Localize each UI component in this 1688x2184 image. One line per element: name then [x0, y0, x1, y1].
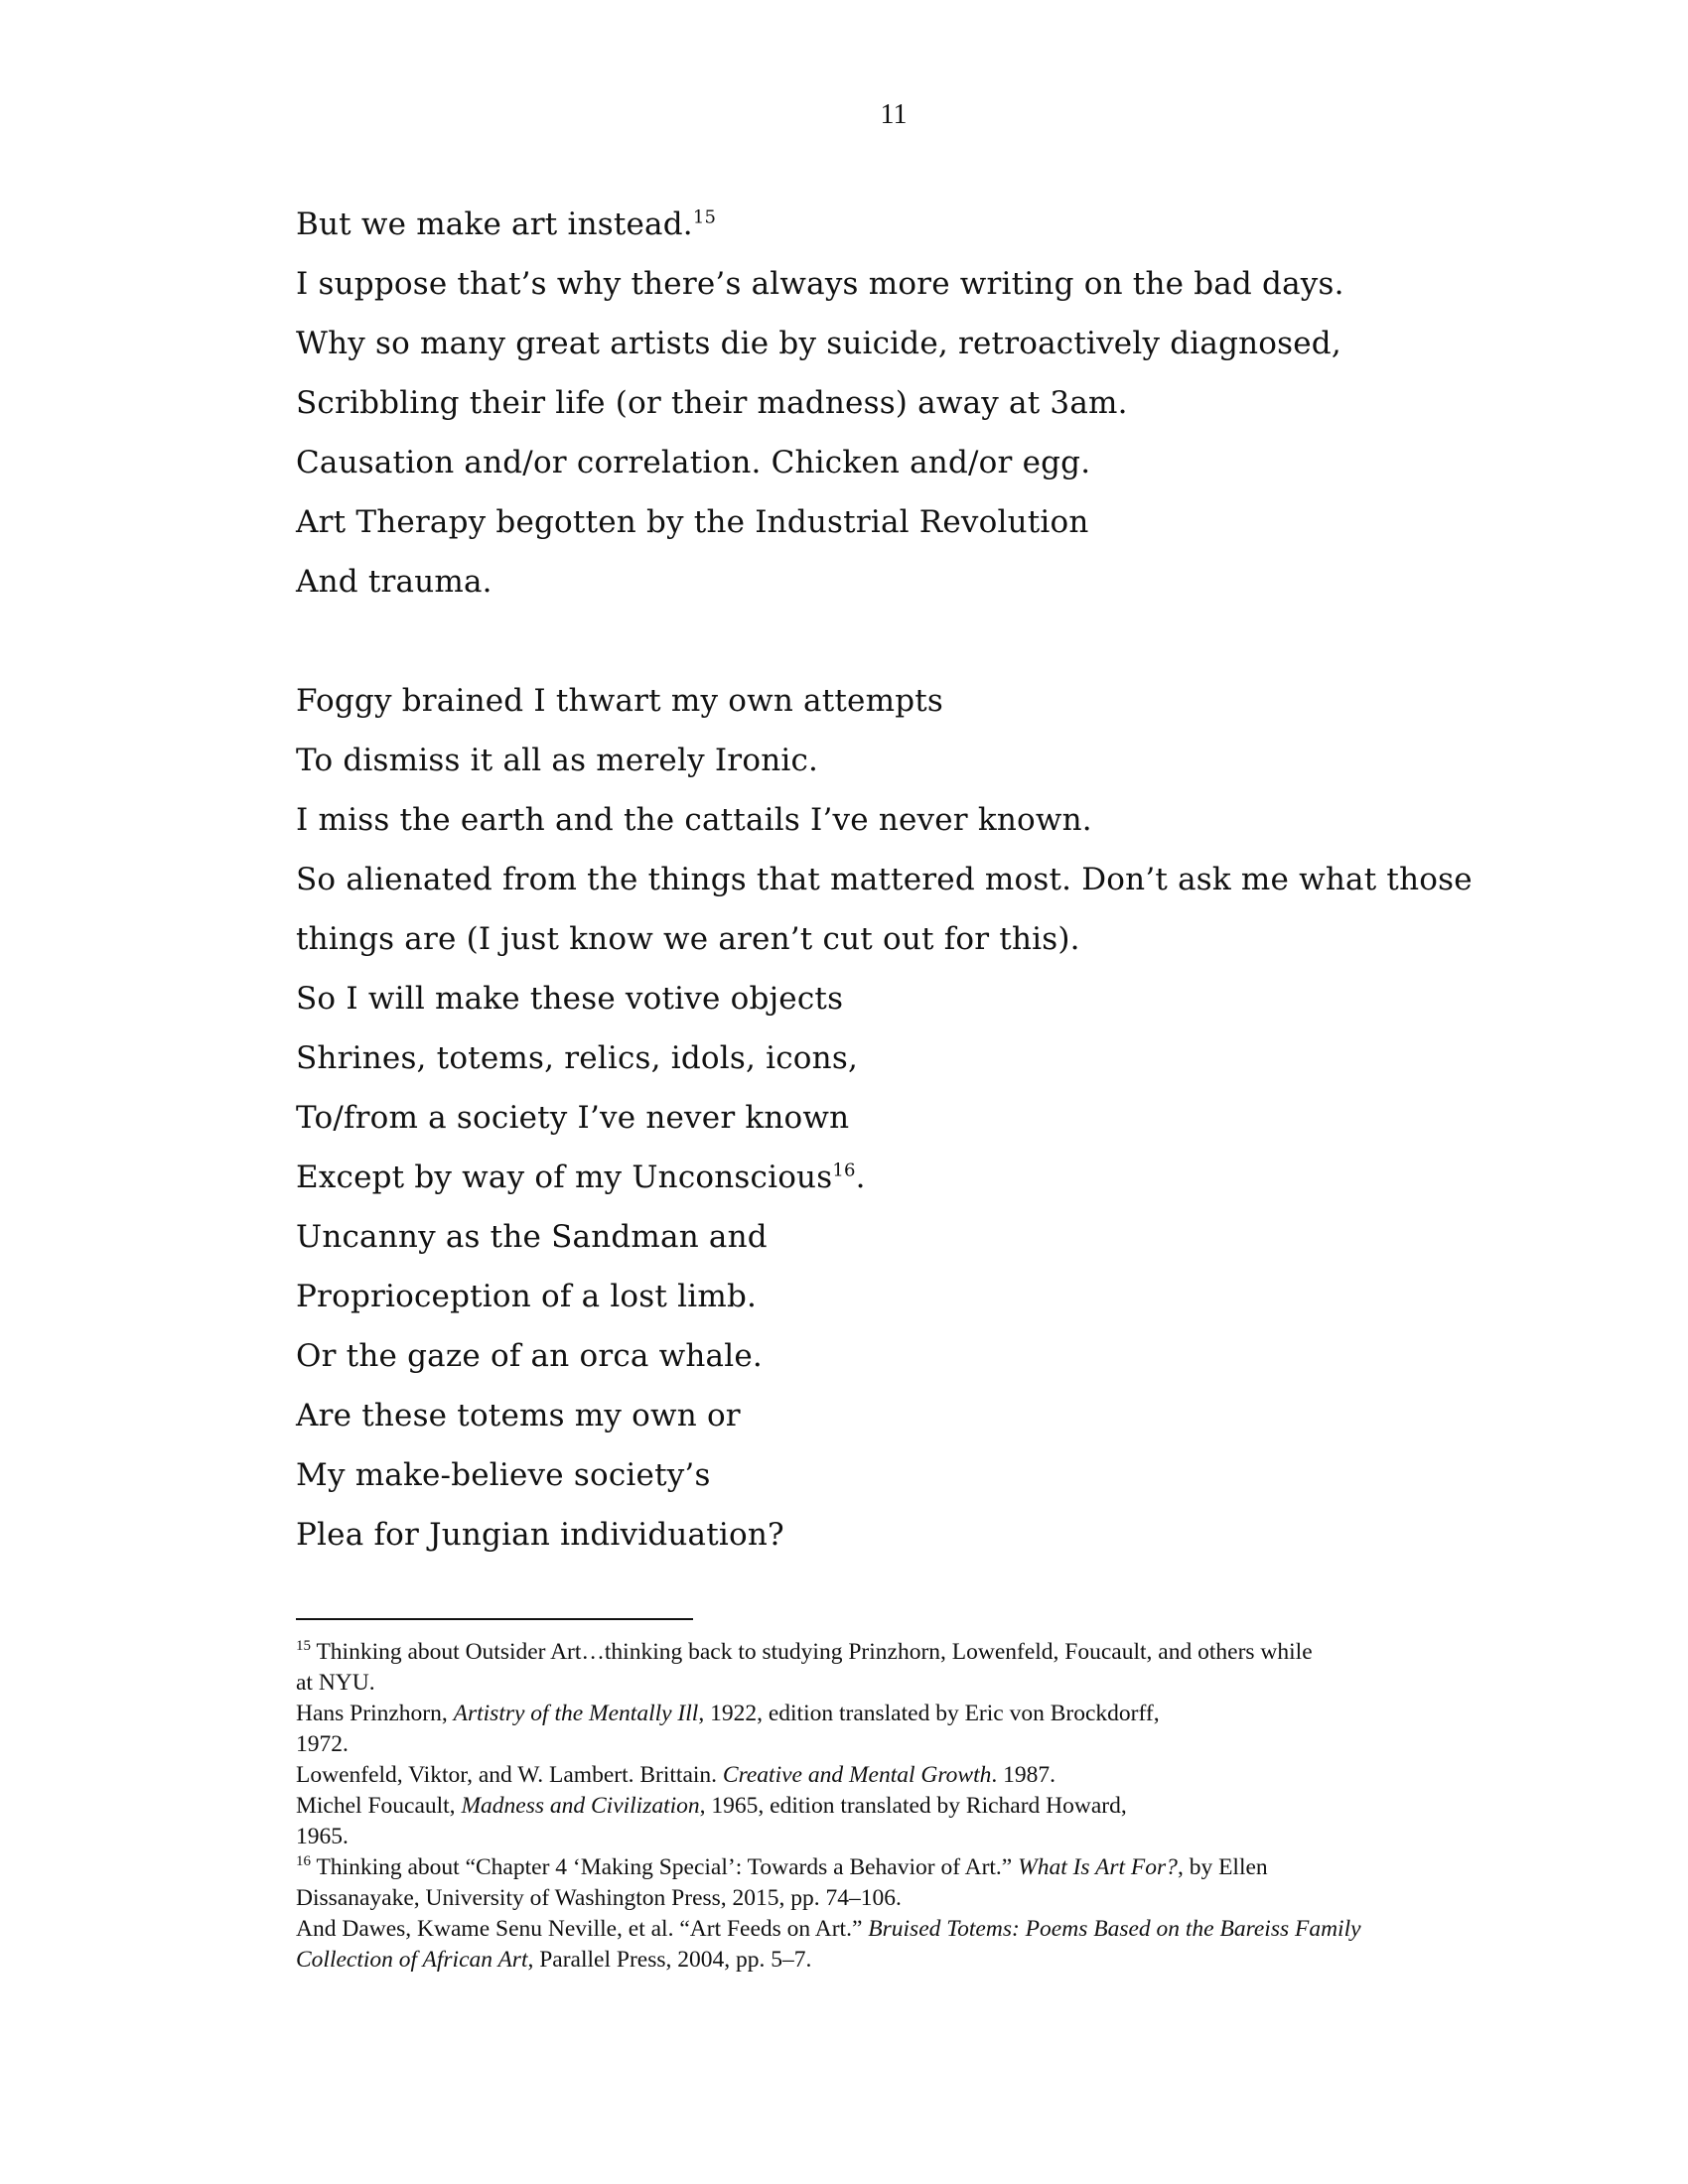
citation-title: Madness and Civilization [461, 1793, 700, 1819]
footnote-text: , Parallel Press, 2004, pp. 5–7. [527, 1947, 812, 1973]
poem-line [296, 492, 1468, 552]
stanza [296, 195, 1468, 612]
poem-line-text: So I will make these votive objects [296, 981, 844, 1017]
poem-line-text: My make-believe society’s [296, 1457, 711, 1493]
citation-title: Bruised Totems: Poems Based on the Bareiss Family [868, 1916, 1361, 1942]
footnote-number: 15 [296, 1638, 311, 1655]
poem-line [296, 1028, 1468, 1088]
poem-line-text: Proprioception of a lost limb. [296, 1279, 758, 1314]
footnote-number: 16 [296, 1853, 311, 1870]
footnote-text: . 1987. [991, 1762, 1055, 1788]
poem-line-text: Are these totems my own or [296, 1398, 741, 1433]
footnote-text: Hans Prinzhorn, [296, 1701, 454, 1726]
poem-line-text: Uncanny as the Sandman and [296, 1219, 768, 1255]
footnote-line [296, 1729, 1468, 1760]
citation-title: Artistry of the Mentally Ill [453, 1701, 699, 1726]
poem-line [296, 1148, 1468, 1207]
poem-line-text: Except by way of my Unconscious [296, 1160, 833, 1195]
stanza [296, 671, 1473, 1565]
poem-line [296, 671, 1468, 731]
poem-line [296, 731, 1468, 790]
footnote-text: , by Ellen [1177, 1854, 1268, 1880]
poem-line [296, 1207, 1468, 1267]
footnote-line [296, 1760, 1468, 1791]
poem-line-trailing: . [855, 1160, 866, 1195]
poem-line-text: Or the gaze of an orca whale. [296, 1338, 763, 1374]
footnote-line [296, 1852, 1468, 1883]
footnote-line [296, 1637, 1468, 1668]
citation-title: Collection of African Art [296, 1947, 528, 1973]
footnote-text: , 1922, edition translated by Eric von Brockdorff, [698, 1701, 1160, 1726]
poem-line-text: So alienated from the things that mattered most. Don’t ask me what those [296, 862, 1473, 897]
poem-line-text: I suppose that’s why there’s always more writing on the bad days. [296, 266, 1344, 302]
poem-line-text: I miss the earth and the cattails I’ve never known. [296, 802, 1092, 838]
footnote-text: at NYU. [296, 1670, 375, 1696]
poem-line [296, 254, 1468, 314]
poem-line [296, 969, 1468, 1028]
footnote-reference[interactable]: 15 [692, 206, 717, 228]
footnote-text: And Dawes, Kwame Senu Neville, et al. “Art Feeds on Art.” [296, 1916, 869, 1942]
poem-line-text: And trauma. [296, 564, 492, 600]
footnote-text: Dissanayake, University of Washington Press, 2015, pp. 74–106. [296, 1885, 902, 1911]
poem-line [296, 373, 1468, 433]
footnote-line [296, 1791, 1468, 1822]
footnote-text: 1965. [296, 1824, 349, 1849]
poem-line [296, 790, 1468, 850]
page-number: 11 [880, 99, 908, 130]
footnote-line [296, 1914, 1468, 1945]
poem-line-text: Shrines, totems, relics, idols, icons, [296, 1040, 858, 1076]
poem-line [296, 314, 1468, 373]
footnote-text: , 1965, edition translated by Richard Howard, [699, 1793, 1127, 1819]
footnote-text: Thinking about Outsider Art…thinking back to studying Prinzhorn, Lowenfeld, Foucault, and others while [311, 1639, 1313, 1665]
poem-line-text: things are (I just know we aren’t cut out for this). [296, 921, 1080, 957]
footnote-text: Lowenfeld, Viktor, and W. Lambert. Brittain. [296, 1762, 723, 1788]
poem-line [296, 1088, 1468, 1148]
poem-line-text: Art Therapy begotten by the Industrial Revolution [296, 504, 1089, 540]
footnote-line [296, 1822, 1468, 1852]
poem-line-text: Plea for Jungian individuation? [296, 1517, 784, 1553]
poem-line [296, 1445, 1468, 1505]
poem-line [296, 1267, 1468, 1326]
poem-line-text: Why so many great artists die by suicide, retroactively diagnosed, [296, 326, 1341, 361]
poem-body [296, 195, 1473, 1565]
footnote-line [296, 1945, 1468, 1976]
poem-line [296, 909, 1468, 969]
poem-line [296, 1326, 1468, 1386]
footnote-text: Michel Foucault, [296, 1793, 462, 1819]
poem-line [296, 1505, 1468, 1565]
poem-line [296, 552, 1468, 612]
footnote-divider [296, 1618, 693, 1620]
footnote-reference[interactable]: 16 [832, 1160, 856, 1181]
footnote-text: Thinking about “Chapter 4 ‘Making Special’: Towards a Behavior of Art.” [311, 1854, 1019, 1880]
poem-line [296, 195, 1468, 254]
footnote-line [296, 1668, 1468, 1699]
citation-title: What Is Art For? [1018, 1854, 1178, 1880]
citation-title: Creative and Mental Growth [722, 1762, 992, 1788]
poem-line [296, 433, 1468, 492]
poem-line [296, 850, 1473, 909]
footnote-line [296, 1699, 1468, 1729]
footnote-line [296, 1883, 1468, 1914]
poem-line-text: Scribbling their life (or their madness) away at 3am. [296, 385, 1128, 421]
poem-line-text: Causation and/or correlation. Chicken and/or egg. [296, 445, 1091, 480]
poem-line [296, 1386, 1468, 1445]
poem-line-text: To dismiss it all as merely Ironic. [296, 743, 819, 778]
poem-line-text: Foggy brained I thwart my own attempts [296, 683, 944, 719]
poem-line-text: But we make art instead. [296, 206, 693, 242]
footnotes [296, 1637, 1468, 1976]
poem-line-text: To/from a society I’ve never known [296, 1100, 850, 1136]
footnote-text: 1972. [296, 1731, 349, 1757]
